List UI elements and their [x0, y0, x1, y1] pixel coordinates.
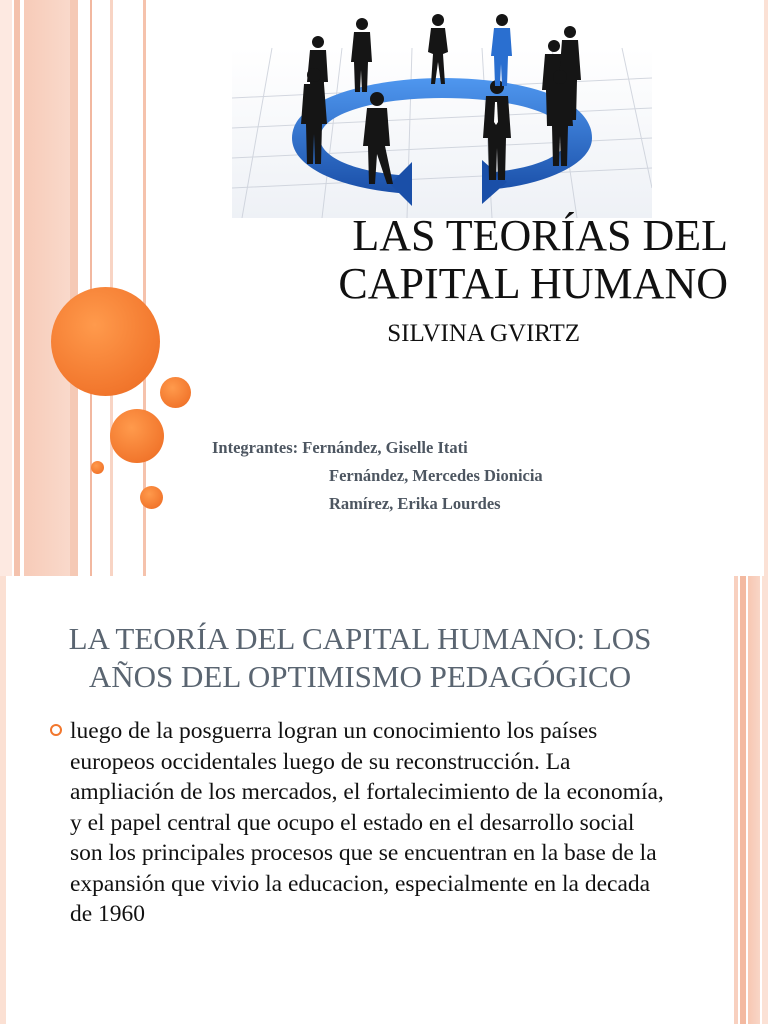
decorative-stripe-right: [740, 576, 746, 1024]
team-row-2: [212, 466, 543, 494]
decorative-stripe-right: [748, 576, 760, 1024]
slide-heading: LA TEORÍA DEL CAPITAL HUMANO: LOS AÑOS DEL OPTIMISMO PEDAGÓGICO: [68, 621, 652, 694]
team-members: [212, 438, 543, 522]
team-row-1: [212, 438, 543, 466]
team-label: Integrantes:: [212, 438, 299, 457]
business-people-circle-illustration: [232, 8, 652, 218]
decorative-stripe-right: [762, 576, 768, 1024]
decorative-circle-tiny: [91, 461, 104, 474]
decorative-stripe-left: [0, 576, 6, 1024]
author-name: SILVINA GVIRTZ: [387, 320, 580, 347]
team-member: Ramírez, Erika Lourdes: [329, 494, 501, 513]
team-member: Fernández, Mercedes Dionicia: [329, 466, 543, 485]
decorative-stripe-right: [734, 576, 738, 1024]
decorative-circle-medium: [110, 409, 164, 463]
decorative-circle-small: [160, 377, 191, 408]
presentation-title: LAS TEORÍAS DEL CAPITAL HUMANO: [338, 211, 728, 308]
decorative-stripes-left: [0, 0, 150, 576]
team-row-3: [212, 494, 543, 522]
decorative-circle-small-2: [140, 486, 163, 509]
bullet-circle-icon: [50, 724, 62, 736]
bullet-text: luego de la posguerra logran un conocimiento los países europeos occidentales luego de su reconstrucción. La ampliación de los mercados, el fortalecimiento de la economía, y el papel central que ocupo el estado en el desarrollo social son los principales procesos que se encuentran en la base de la expansión que vivio la educacion, especialmente en la decada de 1960: [70, 718, 664, 927]
team-member: Fernández, Giselle Itati: [302, 438, 468, 457]
decorative-circle-large: [51, 287, 160, 396]
slide-content: [0, 576, 768, 1024]
